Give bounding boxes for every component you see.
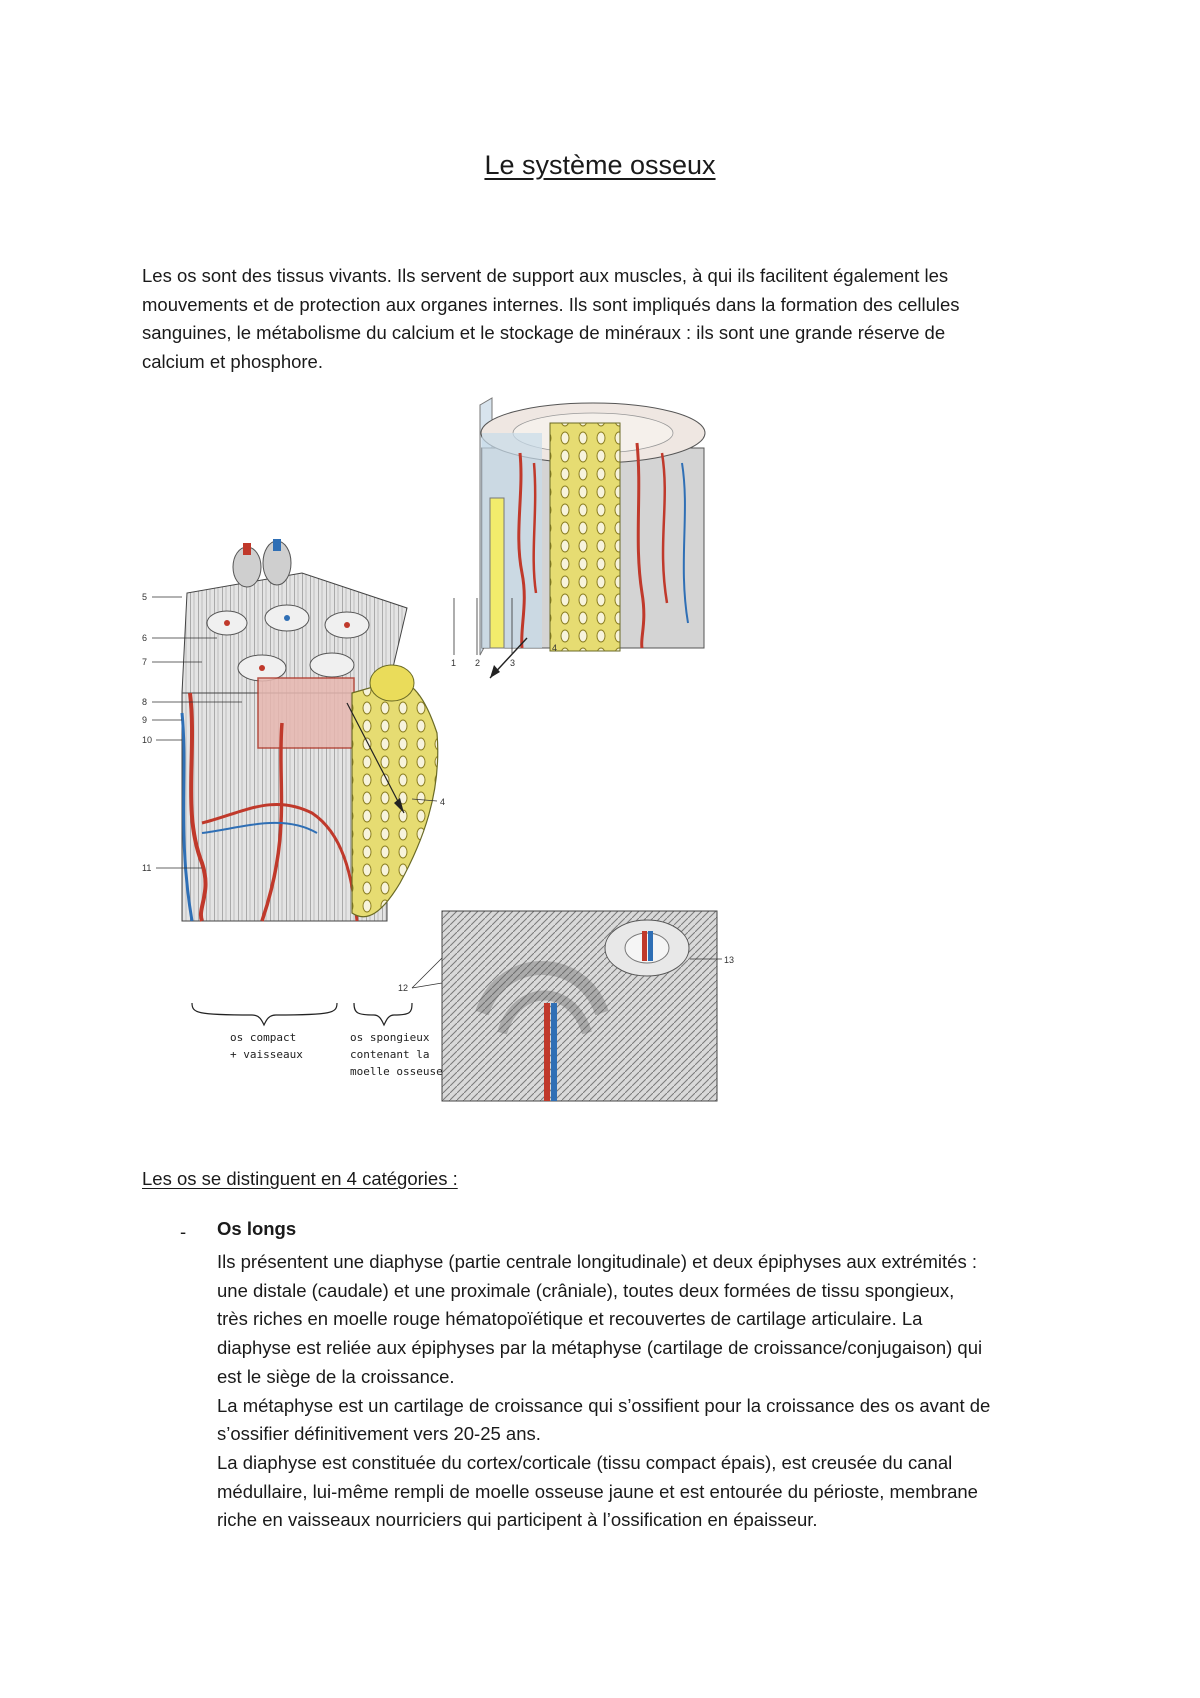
- figure-number: 4: [440, 797, 446, 807]
- intro-line: sanguines, le métabolisme du calcium et le stockage de minéraux : ils sont une grande réserve de: [142, 322, 946, 343]
- figure-number: 4: [552, 643, 558, 653]
- body-line: très riches en moelle rouge hématopoïétique et recouvertes de cartilage articulaire. La: [217, 1308, 923, 1330]
- body-line: La diaphyse est constituée du cortex/corticale (tissu compact épais), est creusée du canal: [217, 1451, 953, 1473]
- magnified-osteon-detail: [442, 911, 717, 1101]
- figure-number: 3: [510, 658, 516, 668]
- bone-structure-illustration: [142, 393, 737, 1103]
- body-line: Ils présentent une diaphyse (partie centrale longitudinale) et deux épiphyses aux extrémités :: [217, 1251, 977, 1272]
- figure-number: 10: [142, 735, 153, 745]
- intro-line: calcium et phosphore.: [142, 350, 323, 372]
- intro-line: Les os sont des tissus vivants. Ils servent de support aux muscles, à qui ils facilitent également les: [142, 265, 949, 286]
- body-line: s’ossifier définitivement vers 20-25 ans.: [217, 1423, 541, 1445]
- figure-number: 5: [142, 592, 148, 602]
- figure-number: 6: [142, 633, 148, 643]
- body-line: est le siège de la croissance.: [217, 1365, 455, 1387]
- label-spongy-line: contenant la: [350, 1048, 430, 1061]
- body-line: une distale (caudale) et une proximale (crâniale), toutes deux formées de tissu spongieux,: [217, 1279, 955, 1301]
- figure-number: 2: [475, 658, 481, 668]
- figure-number: 13: [724, 955, 735, 965]
- figure-number: 12: [398, 983, 409, 993]
- figure-number: 1: [451, 658, 457, 668]
- page-title: Le système osseux: [484, 150, 716, 180]
- figure-number: 8: [142, 697, 148, 707]
- long-bone-section: [480, 398, 705, 678]
- spongy-bone: [352, 665, 438, 917]
- figure-number: 9: [142, 715, 148, 725]
- body-line: médullaire, lui-même rempli de moelle osseuse jaune et est entourée du périoste, membrane: [217, 1480, 978, 1502]
- categories-heading: Les os se distinguent en 4 catégories :: [142, 1168, 458, 1189]
- label-spongy-line: moelle osseuse: [350, 1065, 443, 1078]
- body-line: La métaphyse est un cartilage de croissance qui s’ossifient pour la croissance des os avant de: [217, 1394, 991, 1416]
- label-compact-line: os compact: [230, 1031, 297, 1044]
- figure-number: 7: [142, 657, 148, 667]
- list-item-body: [217, 1248, 1077, 1535]
- figure-number: 11: [142, 863, 152, 873]
- body-line: diaphyse est reliée aux épiphyses par la métaphyse (cartilage de croissance/conjugaison) qui: [217, 1337, 983, 1359]
- label-spongy-line: os spongieux: [350, 1031, 430, 1044]
- body-line: riche en vaisseaux nourriciers qui participent à l’ossification en épaisseur.: [217, 1509, 818, 1531]
- list-bullet: -: [180, 1221, 187, 1242]
- intro-paragraph: [142, 262, 1062, 376]
- list-item-heading: Os longs: [217, 1218, 297, 1239]
- intro-line: mouvements et de protection aux organes internes. Ils sont impliqués dans la formation des cellules: [142, 293, 960, 315]
- label-compact-line: + vaisseaux: [230, 1048, 303, 1061]
